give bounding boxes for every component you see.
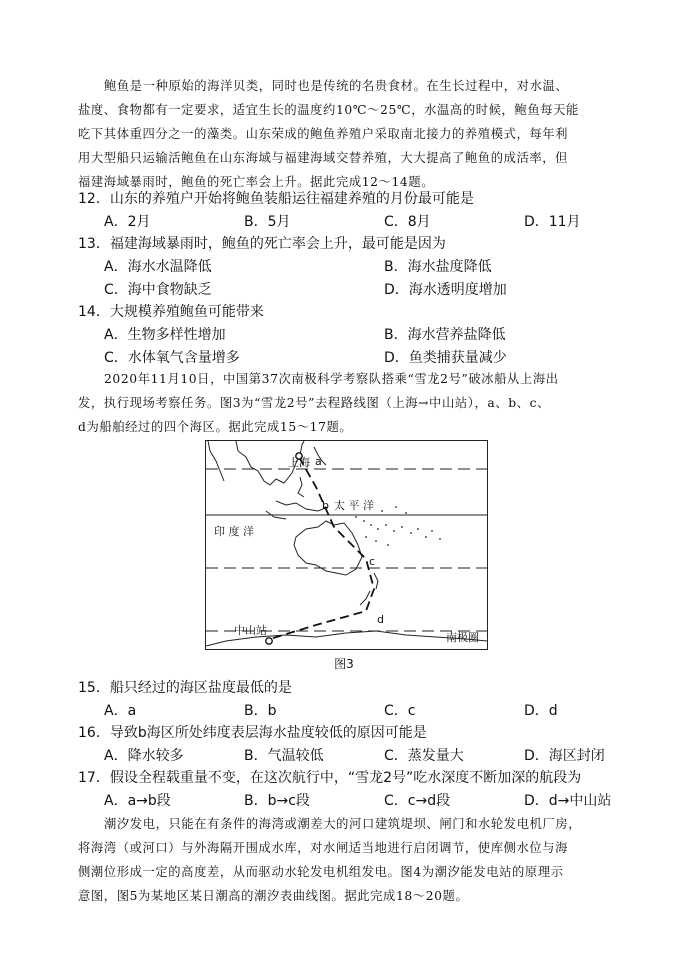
question-13-options-row1 [104, 257, 624, 277]
passage-line: 吃下其体重四分之一的藻类。山东荣成的鲍鱼养殖户采取南北接力的养殖模式，每年利 [78, 127, 569, 141]
option-b: B．b→c段 [244, 793, 310, 809]
indonesia-coastline [276, 501, 328, 511]
new-zealand-north [374, 573, 378, 589]
point-d-label: d [377, 613, 384, 626]
option-c: C．c→d段 [384, 793, 451, 809]
question-16-options [104, 746, 624, 766]
passage-line: 盐度、食物都有一定要求，适宜生长的温度约10℃～25℃，水温高的时候，鲍鱼每天能 [78, 103, 579, 117]
option-d: D．11月 [524, 214, 581, 230]
question-15-options [104, 701, 624, 721]
pacific-label: 太 平 洋 [334, 499, 374, 512]
option-a: A．降水较多 [104, 748, 184, 764]
option-d: D．鱼类捕获量减少 [384, 350, 507, 366]
option-b: B．海水营养盐降低 [384, 327, 506, 343]
route-map [205, 440, 488, 650]
philippines-coastline [298, 477, 304, 497]
antarctic-circle-label: 南极圈 [446, 631, 479, 644]
option-a: A．a→b段 [104, 793, 171, 809]
figure-3-caption: 图3 [334, 657, 354, 671]
option-b: B．海水盐度降低 [384, 259, 492, 275]
question-14-stem: 14．大规模养殖鲍鱼可能带来 [78, 304, 264, 320]
option-d: D．海水透明度增加 [384, 282, 507, 298]
option-c: C．海中食物缺乏 [104, 282, 212, 298]
question-14-options-row2 [104, 348, 624, 368]
option-b: B．气温较低 [244, 748, 324, 764]
passage-abalone [78, 74, 618, 194]
passage-xuelong [78, 367, 618, 439]
option-a: A．2月 [104, 214, 151, 230]
option-c: C．蒸发量大 [384, 748, 464, 764]
passage-line: 侧潮位形成一定的高度差，从而驱动水轮发电机组发电。图4为潮汐能发电站的原理示 [78, 865, 564, 879]
question-15-stem: 15．船只经过的海区盐度最低的是 [78, 680, 292, 696]
question-13-stem: 13．福建海域暴雨时，鲍鱼的死亡率会上升，最可能是因为 [78, 236, 446, 252]
passage-line: 将海湾（或河口）与外海隔开围成水库，对水闸适当地进行启闭调节，使库侧水位与海 [78, 841, 569, 855]
passage-tidal [78, 812, 618, 908]
ship-route [270, 457, 374, 639]
shanghai-label: 上海 [288, 456, 310, 469]
question-14-options-row1 [104, 325, 624, 345]
option-c: C．水体氧气含量增多 [104, 350, 240, 366]
question-16-stem: 16．导致b海区所处纬度表层海水盐度较低的原因可能是 [78, 725, 427, 741]
option-c: C．8月 [384, 214, 431, 230]
indian-ocean-label: 印 度 洋 [214, 525, 254, 538]
passage-line: d为船舶经过的四个海区。据此完成15～17题。 [78, 420, 353, 434]
point-a-label: a [315, 455, 322, 468]
australia-outline [294, 521, 362, 575]
question-12-options [104, 212, 624, 232]
question-12-stem: 12．山东的养殖户开始将鲍鱼装船运往福建养殖的月份最可能是 [78, 191, 474, 207]
option-d: D．d→中山站 [524, 793, 612, 809]
zhongshan-label: 中山站 [234, 624, 267, 637]
option-a: A．海水水温降低 [104, 259, 212, 275]
passage-line: 发，执行现场考察任务。图3为“雪龙2号”去程路线图（上海→中山站），a、b、c、 [78, 396, 550, 410]
passage-line: 用大型船只运输活鲍鱼在山东海域与福建海域交替养殖，大大提高了鲍鱼的成活率，但 [78, 151, 569, 165]
option-b: B．b [244, 703, 277, 719]
zhongshan-marker [266, 638, 272, 644]
passage-line: 福建海域暴雨时，鲍鱼的死亡率会上升。据此完成12～14题。 [78, 175, 435, 189]
option-d: D．d [524, 703, 558, 719]
passage-line: 2020年11月10日，中国第37次南极科学考察队搭乘“雪龙2号”破冰船从上海出 [104, 372, 559, 386]
question-13-options-row2 [104, 280, 624, 300]
question-17-stem: 17．假设全程载重量不变，在这次航行中，“雪龙2号”吃水深度不断加深的航段为 [78, 770, 582, 786]
passage-line: 意图，图5为某地区某日潮高的潮汐表曲线图。据此完成18～20题。 [78, 889, 469, 903]
pacific-islands [355, 506, 441, 546]
option-d: D．海区封闭 [524, 748, 605, 764]
option-b: B．5月 [244, 214, 291, 230]
point-b-label: b [322, 499, 329, 512]
option-a: A．a [104, 703, 137, 719]
option-a: A．生物多样性增加 [104, 327, 226, 343]
india-coastline [208, 441, 224, 481]
passage-line: 潮汐发电，只能在有条件的海湾或潮差大的河口建筑堤坝、闸门和水轮发电机厂房， [104, 817, 582, 831]
passage-line: 鲍鱼是一种原始的海洋贝类，同时也是传统的名贵食材。在生长过程中，对水温、 [104, 79, 569, 93]
route-map-svg [206, 441, 487, 649]
option-c: C．c [384, 703, 416, 719]
question-17-options [104, 791, 624, 811]
point-c-label: c [369, 555, 376, 568]
